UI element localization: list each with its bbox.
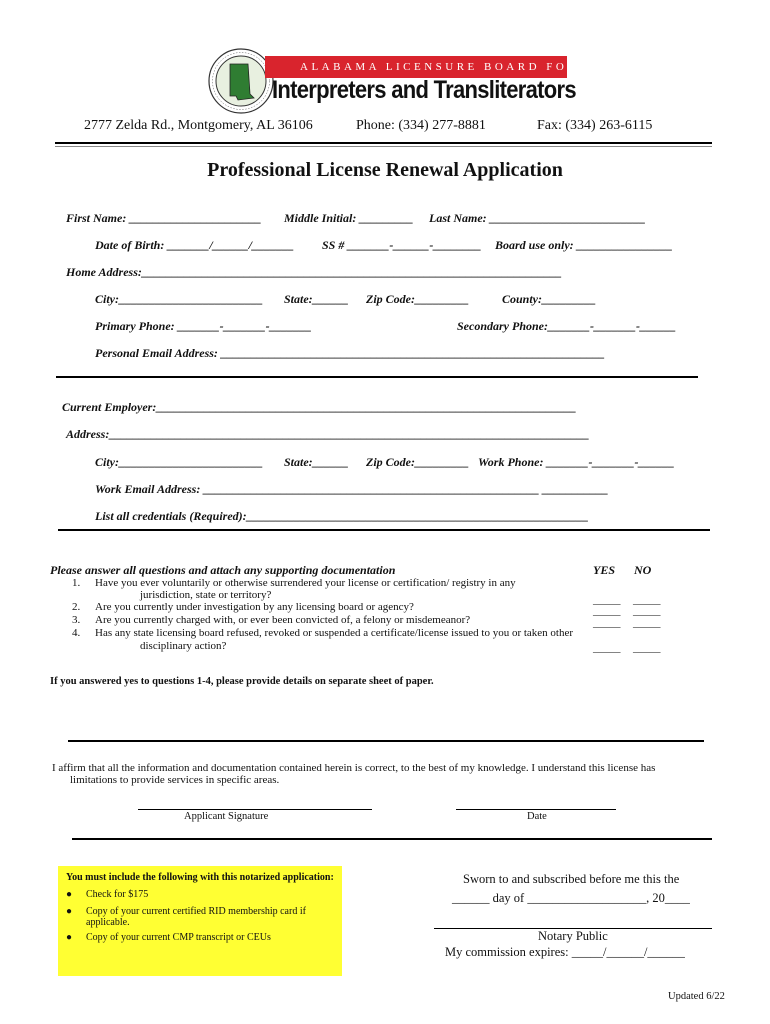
list-item: ● Copy of your current CMP transcript or CEUs [66, 932, 271, 943]
answer-yes-blank[interactable]: _____ [593, 605, 621, 617]
list-item: ● Copy of your current certified RID membership card if applicable. [66, 906, 306, 928]
question-number: 2. [72, 601, 81, 613]
section-divider [72, 838, 712, 840]
bullet-icon: ● [66, 889, 73, 900]
credentials-field[interactable]: List all credentials (Required):_________________________________________________________ [95, 509, 589, 523]
updated-date: Updated 6/22 [668, 991, 725, 1002]
header-divider [55, 142, 712, 144]
work-email-field[interactable]: Work Email Address: ________________________________________________________ ___________ [95, 482, 609, 496]
question-text: Have you ever voluntarily or otherwise surrendered your license or certification/ registry in any [95, 577, 516, 589]
zip-field[interactable]: Zip Code:_________ [366, 292, 469, 306]
last-name-field[interactable]: Last Name: __________________________ [429, 211, 646, 225]
board-fax: Fax: (334) 263-6115 [537, 118, 653, 133]
ssn-field[interactable]: SS # _______-______-________ [322, 238, 482, 252]
home-address-field[interactable]: Home Address:______________________________________________________________________ [66, 265, 562, 279]
board-phone: Phone: (334) 277-8881 [356, 118, 486, 133]
answer-no-blank[interactable]: _____ [633, 594, 661, 606]
signature-label: Applicant Signature [184, 811, 269, 822]
page-title: Professional License Renewal Application [207, 159, 563, 181]
notary-requirements-box [58, 866, 342, 976]
dob-field[interactable]: Date of Birth: _______/______/_______ [95, 238, 295, 252]
county-field[interactable]: County:_________ [502, 292, 597, 306]
no-header: NO [634, 563, 652, 577]
notary-public-label: Notary Public [538, 929, 608, 943]
date-label: Date [527, 811, 547, 822]
secondary-phone-field[interactable]: Secondary Phone:_______-_______-______ [457, 319, 676, 333]
question-number: 4. [72, 627, 81, 639]
sworn-text: Sworn to and subscribed before me this the [463, 872, 680, 886]
question-text: disciplinary action? [140, 640, 227, 652]
work-zip-field[interactable]: Zip Code:_________ [366, 455, 469, 469]
work-city-field[interactable]: City:________________________ [95, 455, 263, 469]
middle-initial-field[interactable]: Middle Initial: _________ [284, 211, 414, 225]
bullet-icon: ● [66, 906, 73, 917]
answer-yes-blank[interactable]: _____ [593, 594, 621, 606]
personal-email-field[interactable]: Personal Email Address: ________________________________________________________________ [95, 346, 605, 360]
city-field[interactable]: City:________________________ [95, 292, 263, 306]
answer-no-blank[interactable]: _____ [633, 617, 661, 629]
board-use-field: Board use only: ________________ [495, 238, 673, 252]
affirm-text: limitations to provide services in specific areas. [70, 774, 280, 786]
section-divider [68, 740, 704, 742]
first-name-field[interactable]: First Name: ______________________ [66, 211, 262, 225]
board-line: ALABAMA LICENSURE BOARD FOR [300, 61, 579, 73]
answer-yes-blank[interactable]: _____ [593, 642, 621, 654]
board-name: Interpreters and Transliterators [272, 76, 576, 104]
work-phone-field[interactable]: Work Phone: _______-_______-______ [478, 455, 675, 469]
sworn-date-field[interactable]: ______ day of ___________________, 20____ [452, 891, 690, 905]
question-text: Has any state licensing board refused, revoked or suspended a certificate/license issued to you or taken other [95, 627, 574, 639]
answer-yes-blank[interactable]: _____ [593, 617, 621, 629]
state-field[interactable]: State:______ [284, 292, 349, 306]
question-text: jurisdiction, state or territory? [140, 589, 272, 601]
yes-header: YES [593, 563, 616, 577]
question-text: Are you currently under investigation by any licensing board or agency? [95, 601, 414, 613]
signature-line[interactable] [138, 809, 372, 810]
employer-field[interactable]: Current Employer:______________________________________________________________________ [62, 400, 577, 414]
board-address: 2777 Zelda Rd., Montgomery, AL 36106 [84, 118, 313, 133]
requirements-list [64, 886, 334, 943]
affirm-text: I affirm that all the information and documentation contained herein is correct, to the best of my knowledge. I understand this license has [52, 762, 656, 774]
date-line[interactable] [456, 809, 616, 810]
primary-phone-field[interactable]: Primary Phone: _______-_______-_______ [95, 319, 312, 333]
question-text: Are you currently charged with, or ever been convicted of, a felony or misdemeanor? [95, 614, 471, 626]
section-divider [56, 376, 698, 378]
list-item: ● Check for $175 [66, 889, 149, 900]
work-address-field[interactable]: Address:________________________________________________________________________________ [66, 427, 590, 441]
requirements-title: You must include the following with this notarized application: [66, 872, 334, 883]
work-state-field[interactable]: State:______ [284, 455, 349, 469]
bullet-icon: ● [66, 932, 73, 943]
header-divider-thin [55, 146, 712, 147]
answer-no-blank[interactable]: _____ [633, 642, 661, 654]
questions-intro: Please answer all questions and attach any supporting documentation [50, 563, 396, 577]
section-divider [58, 529, 710, 531]
followup-note: If you answered yes to questions 1-4, please provide details on separate sheet of paper. [50, 676, 434, 687]
question-number: 1. [72, 577, 81, 589]
question-number: 3. [72, 614, 81, 626]
answer-no-blank[interactable]: _____ [633, 605, 661, 617]
commission-expires-field[interactable]: My commission expires: _____/______/______ [445, 945, 685, 959]
